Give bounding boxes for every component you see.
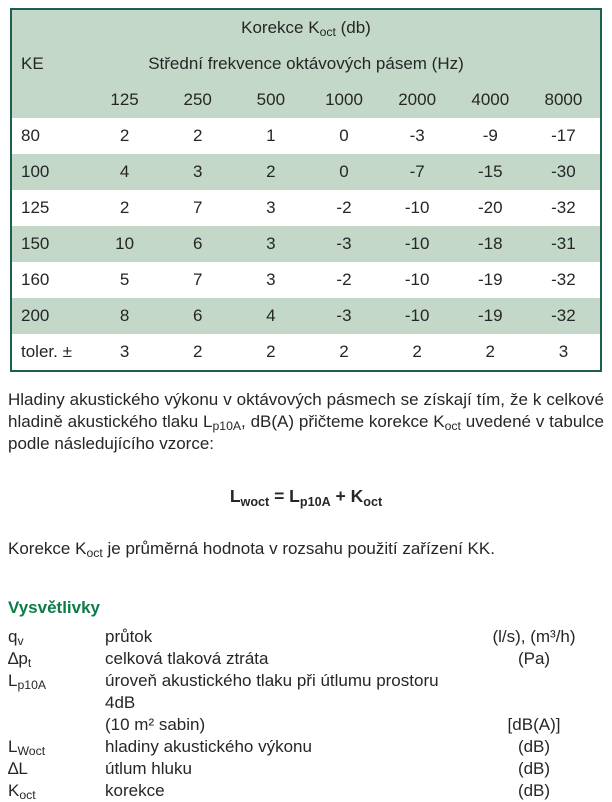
table-cell: 2 — [266, 162, 276, 181]
table-cell: 2 — [266, 342, 276, 361]
legend-item — [8, 626, 604, 648]
legend-item — [8, 648, 604, 670]
legend-description — [105, 758, 464, 780]
legend-symbol-text: L — [8, 737, 18, 756]
table-cell: -20 — [477, 198, 503, 217]
table-row — [12, 226, 600, 262]
table-cell: 3 — [266, 270, 276, 289]
formula-term: = L — [269, 486, 300, 506]
table-cell: 2 — [119, 198, 130, 217]
legend-symbol-subscript: Woct — [17, 744, 46, 759]
table-row — [12, 118, 600, 154]
frequency-header: 250 — [183, 90, 212, 109]
table-cell: 3 — [266, 234, 276, 253]
table-cell: -32 — [551, 270, 576, 289]
table-cell: 2 — [192, 342, 203, 361]
formula-subscript: p10A — [299, 494, 331, 509]
note-text: Korekce K — [8, 539, 87, 558]
formula-subscript: woct — [240, 494, 270, 509]
table-cell: -18 — [477, 234, 503, 253]
legend-unit: (Pa) — [517, 649, 551, 668]
table-cell: -2 — [336, 270, 352, 289]
table-cell: -30 — [551, 162, 576, 181]
table-row — [12, 190, 600, 226]
frequency-header: 2000 — [398, 90, 437, 109]
table-cell: -10 — [404, 198, 430, 217]
table-cell: 3 — [119, 342, 130, 361]
legend-description — [105, 648, 464, 670]
table-title — [12, 10, 600, 46]
legend-symbol — [8, 758, 105, 780]
frequency-header: 1000 — [325, 90, 363, 109]
legend-item — [8, 670, 604, 736]
legend-unit: (dB) — [517, 781, 551, 800]
legend-symbol-text: K — [8, 781, 20, 800]
legend-unit: (l/s), (m³/h) — [492, 627, 576, 646]
legend-unit: (dB) — [517, 737, 551, 756]
table-cell: 4 — [119, 162, 130, 181]
table-row-label: 100 — [21, 162, 50, 181]
table-row-label: 200 — [21, 306, 50, 325]
legend-item — [8, 780, 604, 802]
paragraph-text: , dB(A) přičteme korekce K — [241, 412, 445, 431]
legend-symbol-subscript: t — [27, 656, 32, 671]
table-cell: 8 — [119, 306, 130, 325]
table-cell: 2 — [339, 342, 349, 361]
table-cell: -10 — [404, 306, 430, 325]
table-cell: -9 — [482, 126, 498, 145]
legend-symbol-text: L — [8, 671, 18, 690]
legend-symbol — [8, 736, 105, 758]
legend-item — [8, 736, 604, 758]
table-cell: 2 — [485, 342, 495, 361]
table-cell: -3 — [336, 234, 352, 253]
table-row — [12, 298, 600, 334]
table-cell: -31 — [551, 234, 576, 253]
table-subtitle: Střední frekvence oktávových pásem (Hz) — [148, 54, 464, 73]
table-row-label: 150 — [21, 234, 50, 253]
legend-description-text: útlum hluku — [105, 759, 192, 778]
table-title-unit: (db) — [335, 18, 371, 37]
legend-description-text: korekce — [105, 781, 165, 800]
table-cell: -17 — [551, 126, 576, 145]
legend-description-text: úroveň akustického tlaku při útlumu prostoru 4dB — [105, 671, 439, 712]
table-cell: 3 — [192, 162, 203, 181]
legend-symbol-text: ∆p — [8, 649, 28, 668]
table-cell: -10 — [404, 270, 430, 289]
legend-description — [105, 780, 464, 802]
ke-column-header: KE — [21, 54, 44, 73]
legend-description-text: průtok — [105, 627, 153, 646]
table-cell: 3 — [266, 198, 276, 217]
document-page — [0, 8, 612, 802]
table-cell: -19 — [477, 306, 503, 325]
legend-symbol — [8, 780, 105, 802]
legend-item — [8, 758, 604, 780]
table-cell: -2 — [336, 198, 352, 217]
table-cell: 6 — [192, 234, 203, 253]
table-cell: 5 — [119, 270, 130, 289]
table-row-label: 125 — [21, 198, 50, 217]
table-row-label: 80 — [21, 126, 40, 145]
legend-description-line2: (10 m² sabin) — [105, 715, 206, 734]
formula — [0, 486, 612, 507]
table-cell: 4 — [266, 306, 276, 325]
table-subtitle-row — [12, 46, 600, 82]
frequency-header: 125 — [110, 90, 139, 109]
legend-symbol — [8, 648, 105, 670]
paragraph-subscript: p10A — [212, 419, 242, 434]
table-cell: 0 — [339, 162, 349, 181]
legend-symbol — [8, 626, 105, 648]
table-cell: -3 — [409, 126, 425, 145]
legend-section — [8, 597, 604, 802]
legend-description-text: hladiny akustického výkonu — [105, 737, 312, 756]
formula-subscript: oct — [363, 494, 383, 509]
legend-description — [105, 670, 464, 736]
legend-symbol-subscript: oct — [19, 788, 36, 802]
frequency-header: 8000 — [544, 90, 583, 109]
korekce-table — [10, 8, 602, 372]
table-cell: 7 — [192, 198, 203, 217]
table-cell: 6 — [192, 306, 203, 325]
table-cell: 1 — [266, 126, 276, 145]
table-cell: 7 — [192, 270, 203, 289]
table-cell: -32 — [551, 306, 576, 325]
table-cell: 2 — [192, 126, 203, 145]
table-row — [12, 154, 600, 190]
frequency-header-row — [12, 82, 600, 118]
frequency-header-spacer — [12, 82, 88, 118]
paragraph-text: Hladiny akustického výkonu v oktávových pásmech se získají tím, že k celkové hladině akustického tlaku L — [8, 390, 604, 431]
table-header — [12, 10, 600, 118]
note-subscript: oct — [86, 546, 103, 561]
frequency-header: 4000 — [471, 90, 510, 109]
legend-unit: (dB) — [517, 759, 551, 778]
explanation-paragraph — [8, 389, 604, 455]
legend-symbol-text: q — [8, 627, 18, 646]
note-text: je průměrná hodnota v rozsahu použití zařízení KK. — [102, 539, 495, 558]
legend-symbol-subscript: p10A — [17, 678, 47, 693]
legend-description-text: celková tlaková ztráta — [105, 649, 269, 668]
table-row-label: 160 — [21, 270, 50, 289]
legend-heading: Vysvětlivky — [8, 598, 100, 617]
legend-symbol-subscript: v — [17, 634, 24, 649]
table-cell: -3 — [336, 306, 352, 325]
table-row — [12, 262, 600, 298]
formula-term: + K — [330, 486, 364, 506]
table-cell: 2 — [412, 342, 422, 361]
table-cell: -10 — [404, 234, 430, 253]
table-title-text: Korekce K — [241, 18, 320, 37]
table-cell: -19 — [477, 270, 503, 289]
table-cell: 2 — [119, 126, 130, 145]
table-cell: 10 — [115, 234, 135, 253]
table-cell: 3 — [558, 342, 569, 361]
table-cell: -15 — [477, 162, 503, 181]
legend-symbol-text: ∆L — [8, 759, 28, 778]
note-line — [8, 538, 604, 560]
legend-description — [105, 626, 464, 648]
table-title-subscript: oct — [319, 25, 336, 40]
legend-description — [105, 736, 464, 758]
legend-unit: [dB(A)] — [507, 715, 561, 734]
table-cell: 0 — [339, 126, 349, 145]
table-cell: -32 — [551, 198, 576, 217]
formula-term: L — [229, 486, 241, 506]
paragraph-text: uvedené v tabulce podle následujícího vzorce: — [8, 412, 605, 453]
table-row-label: toler. ± — [21, 342, 72, 361]
table-row-tolerance — [12, 334, 600, 370]
frequency-header: 500 — [256, 90, 286, 109]
table-cell: -7 — [409, 162, 425, 181]
legend-symbol — [8, 670, 105, 736]
paragraph-subscript: oct — [444, 419, 461, 434]
